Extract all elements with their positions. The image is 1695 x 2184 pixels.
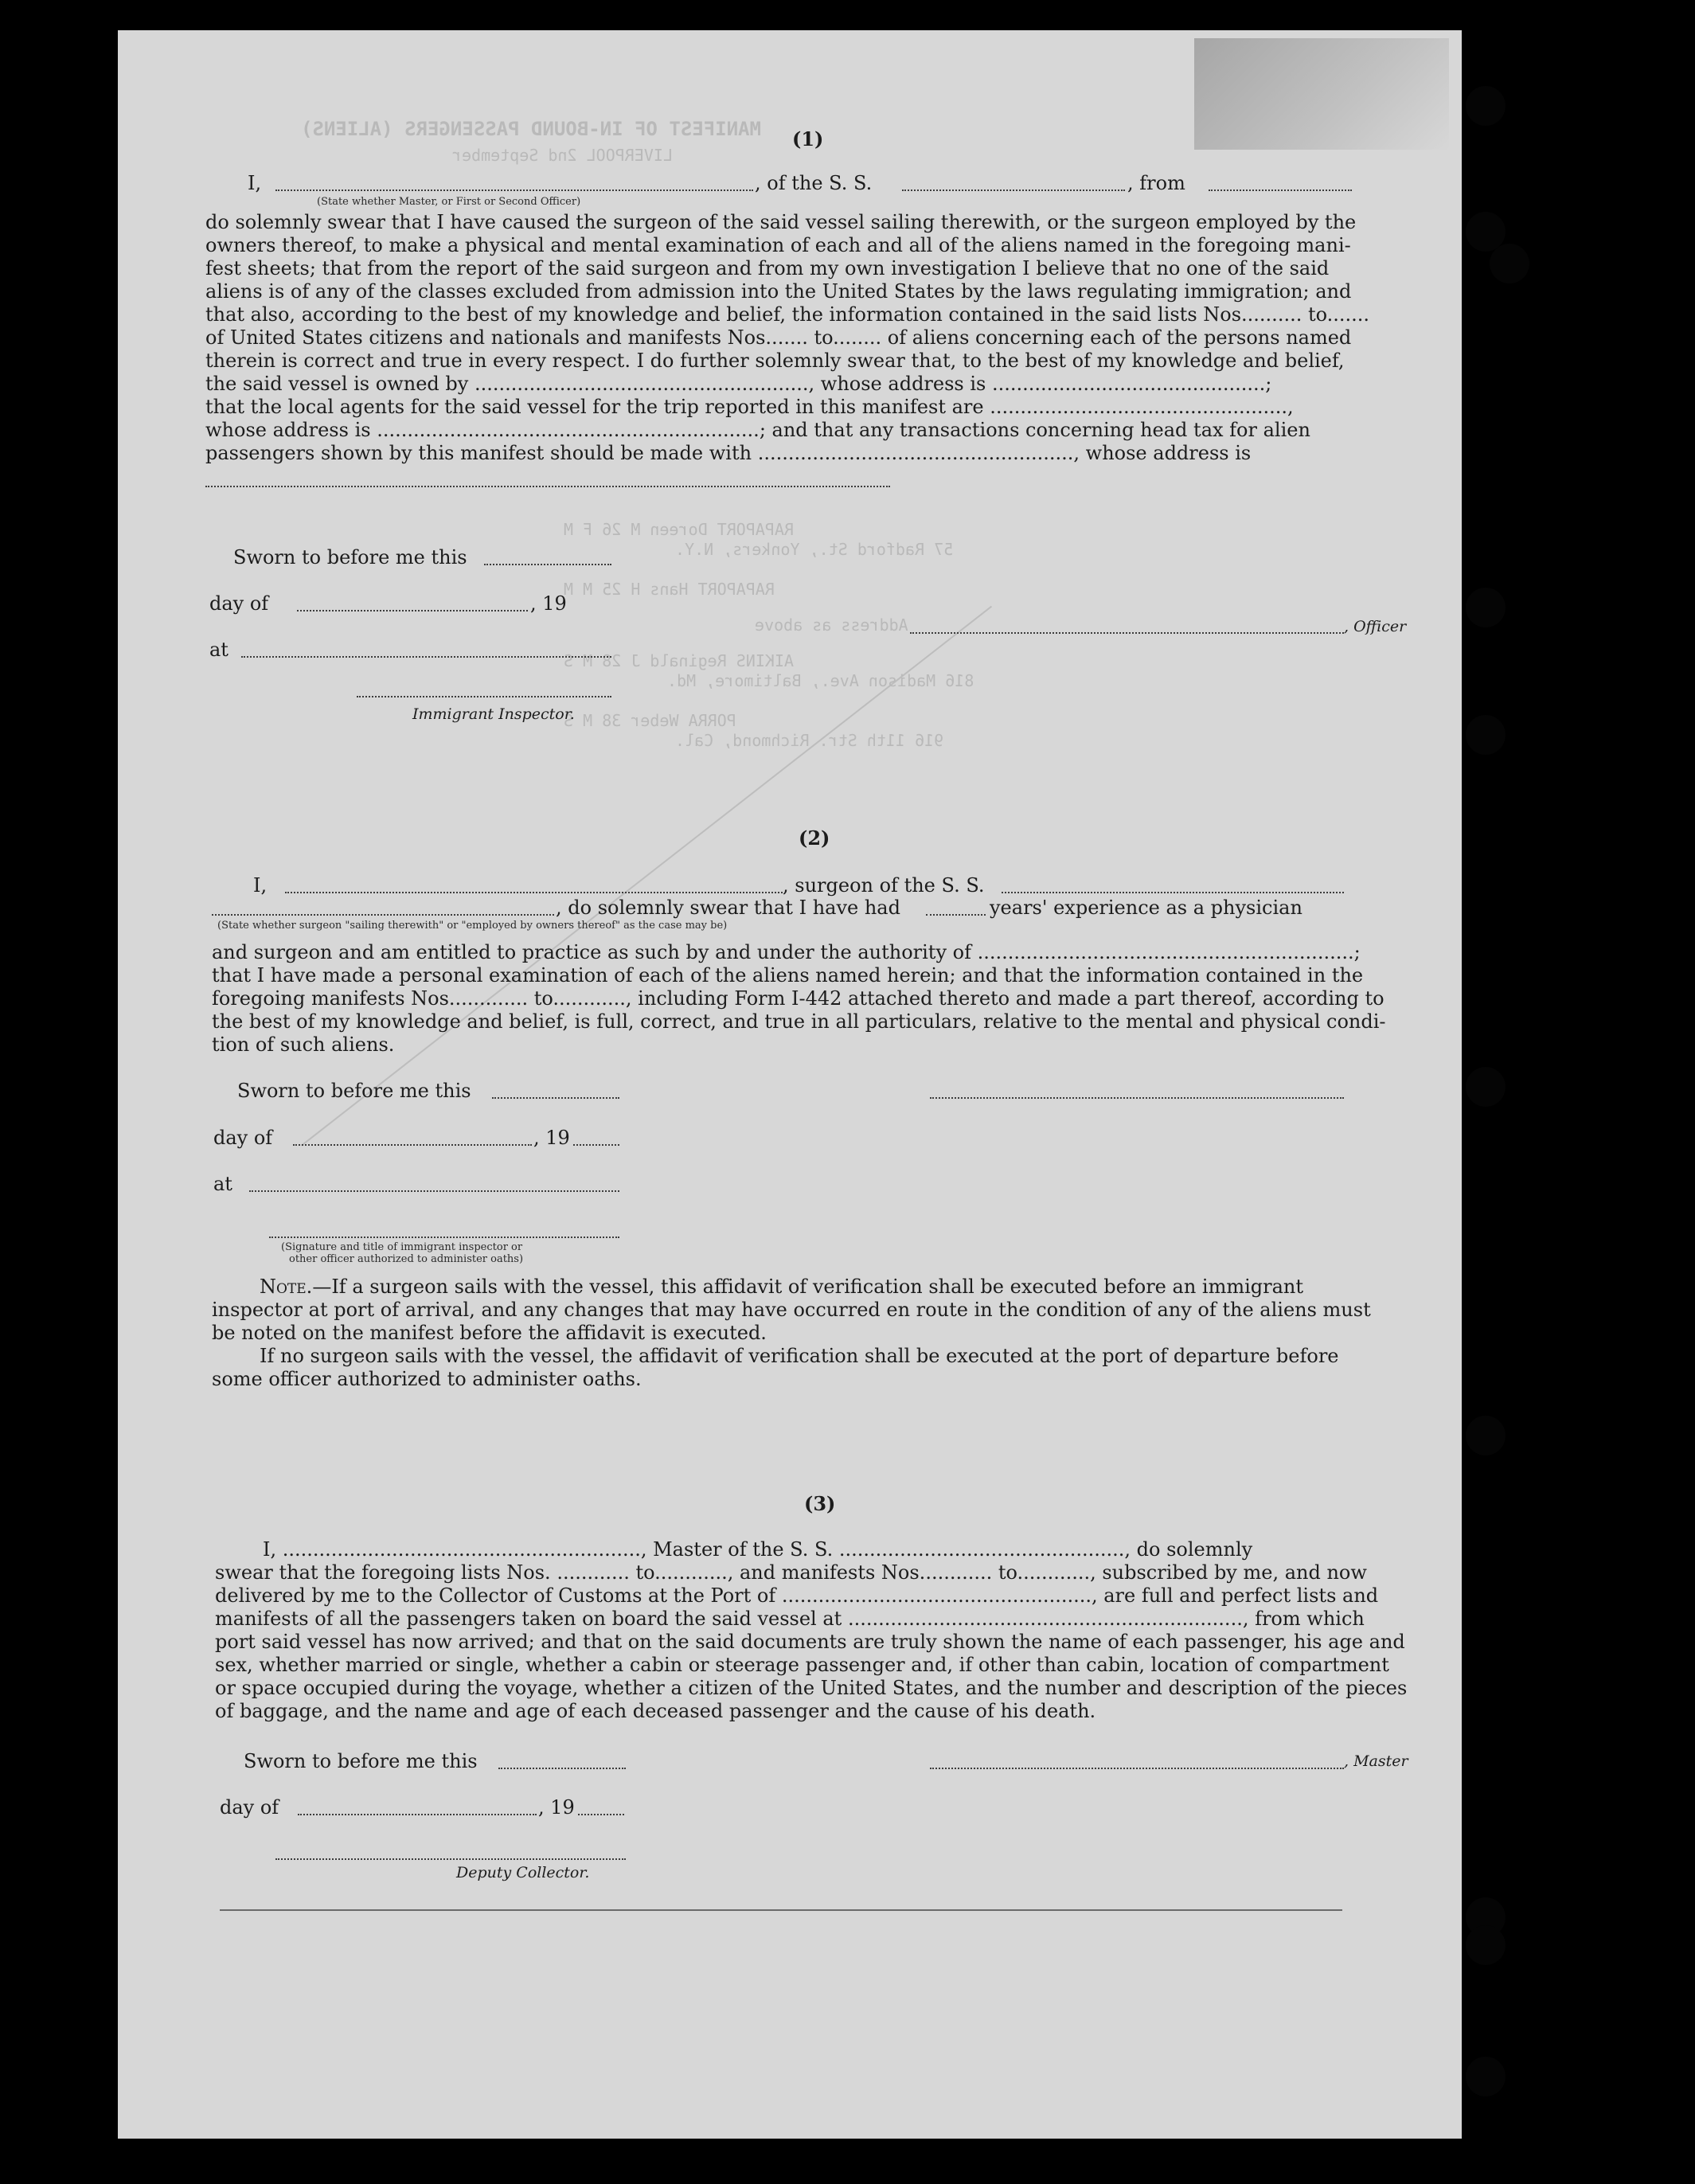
s1-caption: (State whether Master, or First or Second Officer) <box>317 196 581 208</box>
s1-officer-name-line <box>275 189 753 191</box>
s1-text-line: whose address is ...............................................................; and that any transactions concerning head tax for alien <box>205 419 1310 441</box>
bleed-row: 57 Radford St., Yonkers, N.Y. <box>675 540 954 559</box>
s3-text-line: of baggage, and the name and age of each deceased passenger and the cause of his death. <box>215 1700 1096 1722</box>
s3-deputy-line <box>275 1858 626 1860</box>
s2-sworn-label: Sworn to before me this <box>237 1080 471 1102</box>
punch-hole <box>1466 86 1506 126</box>
s2-text-line: and surgeon and am entitled to practice as such by and under the authority of ..............................................................; <box>212 941 1361 963</box>
s2-swear-label: , do solemnly swear that I have had <box>556 897 900 919</box>
s2-text-line: that I have made a personal examination of each of the aliens named herein; and that the information contained in the <box>212 964 1364 987</box>
s1-year-label: , 19 <box>530 592 567 615</box>
s1-inspector-line <box>357 696 611 697</box>
s3-master-signature-line <box>930 1768 1344 1769</box>
s3-text-line: manifests of all the passengers taken on board the said vessel at ................................................................., from which <box>215 1608 1365 1630</box>
s2-sworn-line <box>492 1097 619 1099</box>
punch-hole <box>1466 588 1506 627</box>
s1-text-line: of United States citizens and nationals and manifests Nos....... to........ of aliens concerning each of the persons named <box>205 326 1352 349</box>
bleed-title: MANIFEST OF IN-BOUND PASSENGERS (ALIENS) <box>301 118 761 140</box>
punch-hole <box>1466 1416 1506 1455</box>
punch-hole <box>1466 1925 1506 1965</box>
section-1-number: (1) <box>792 127 824 150</box>
s2-day-label: day of <box>213 1127 273 1149</box>
s2-note-line <box>260 1276 1303 1298</box>
s1-text-line: fest sheets; that from the report of the said surgeon and from my own investigation I believe that no one of the said <box>205 257 1330 279</box>
s1-officer-signature-line <box>910 632 1344 634</box>
s1-text-line: passengers shown by this manifest should be made with ...................................................., whose address is <box>205 442 1252 464</box>
punch-hole <box>1466 2057 1506 2096</box>
s1-from-label: , from <box>1127 172 1185 194</box>
s3-text-line: or space occupied during the voyage, whether a citizen of the United States, and the number and description of the pieces <box>215 1677 1408 1699</box>
s1-vessel-name-line <box>902 189 1125 191</box>
note-label: Note. <box>260 1276 313 1298</box>
s2-year-line <box>573 1144 619 1146</box>
punch-hole <box>1466 1067 1506 1107</box>
bleed-row: PORRA Weber 38 M S <box>564 711 736 730</box>
s3-year-label: , 19 <box>538 1796 575 1819</box>
s2-text-line: foregoing manifests Nos............. to............, including Form I-442 attached thereto and made a part thereof, according to <box>212 987 1385 1010</box>
s2-text-line: tion of such aliens. <box>212 1033 395 1056</box>
s3-deputy-label: Deputy Collector. <box>456 1864 590 1881</box>
s3-day-label: day of <box>220 1796 279 1819</box>
s3-text-line: sex, whether married or single, whether a cabin or steerage passenger and, if other than cabin, location of compartment <box>215 1654 1389 1676</box>
s2-signature-line <box>930 1097 1344 1099</box>
s2-sigcaption-line: other officer authorized to administer oaths) <box>289 1253 524 1265</box>
s1-sworn-label: Sworn to before me this <box>233 546 467 568</box>
s1-text-line: that also, according to the best of my knowledge and belief, the information contained in the said lists Nos.......... to....... <box>205 303 1370 326</box>
s1-agent-address-line <box>205 486 890 487</box>
punch-hole <box>1466 715 1506 755</box>
s1-inspector-label: Immigrant Inspector. <box>412 705 575 723</box>
s1-text-line: that the local agents for the said vessel for the trip reported in this manifest are ................................................., <box>205 396 1294 418</box>
s1-sworn-line <box>484 564 611 565</box>
bottom-rule <box>220 1909 1342 1911</box>
section-3-number: (3) <box>804 1492 836 1515</box>
bleed-row: 816 Madison Ave., Baltimore, Md. <box>667 671 974 690</box>
bleed-row: RAPAPORT Doreen M 26 F M <box>564 520 794 539</box>
s3-text-line: port said vessel has now arrived; and that on the said documents are truly shown the name of each passenger, his age and <box>215 1631 1405 1653</box>
section-2-number: (2) <box>799 826 830 850</box>
bleed-row: Address as above <box>755 615 908 635</box>
s2-vessel-line <box>1002 892 1344 893</box>
s2-years-line <box>926 914 986 916</box>
s1-text-line: therein is correct and true in every respect. I do further solemnly swear that, to the best of my knowledge and belief, <box>205 350 1345 372</box>
s3-master-label: , Master <box>1344 1752 1408 1770</box>
s2-text-line: the best of my knowledge and belief, is full, correct, and true in all particulars, relative to the mental and physical condi- <box>212 1010 1386 1033</box>
s1-at-line <box>241 656 611 658</box>
bleed-row: RAPAPORT Hans H 25 M M <box>564 580 775 599</box>
s1-from-line <box>1209 189 1352 191</box>
s1-day-line <box>297 610 528 611</box>
s2-sigcaption-line: (Signature and title of immigrant inspector or <box>281 1241 523 1253</box>
s2-day-line <box>293 1144 532 1146</box>
bleed-row: LIVERPOOL 2nd September <box>452 146 673 165</box>
s2-inspector-line <box>269 1237 619 1238</box>
note-text: —If a surgeon sails with the vessel, this affidavit of verification shall be executed before an immigrant <box>312 1276 1304 1298</box>
s2-at-label: at <box>213 1173 232 1195</box>
s2-vessel-label: , surgeon of the S. S. <box>783 874 985 897</box>
s3-sworn-line <box>498 1768 626 1769</box>
s1-i-label: I, <box>248 172 262 194</box>
s2-note-line: inspector at port of arrival, and any changes that may have occurred en route in the condition of any of the aliens must <box>212 1299 1371 1321</box>
s2-caption: (State whether surgeon "sailing therewith" or "employed by owners thereof" as the case may be) <box>217 920 728 932</box>
s3-day-line <box>298 1814 537 1815</box>
s1-text-line: aliens is of any of the classes excluded from admission into the United States by the laws regulating immigration; and <box>205 280 1352 303</box>
s1-day-label: day of <box>209 592 269 615</box>
s2-note-line: some officer authorized to administer oaths. <box>212 1368 642 1390</box>
s2-note-line: be noted on the manifest before the affidavit is executed. <box>212 1322 767 1344</box>
s1-vessel-label: , of the S. S. <box>755 172 873 194</box>
s2-years-label: years' experience as a physician <box>990 897 1302 919</box>
bleed-row: 916 11th Str. Richmond, Cal. <box>675 731 944 750</box>
s2-note-line: If no surgeon sails with the vessel, the affidavit of verification shall be executed at the port of departure before <box>260 1345 1339 1367</box>
punch-hole <box>1490 244 1529 283</box>
s2-i-label: I, <box>253 874 268 897</box>
s3-text-line: delivered by me to the Collector of Customs at the Port of ..................................................., are full and perfect lists and <box>215 1584 1379 1607</box>
s1-text-line: owners thereof, to make a physical and mental examination of each and all of the aliens named in the foregoing mani- <box>205 234 1351 256</box>
document-page <box>118 30 1462 2139</box>
s2-at-line <box>249 1190 619 1192</box>
s1-officer-label: , Officer <box>1344 618 1407 635</box>
s2-year-label: , 19 <box>533 1127 570 1149</box>
s1-text-line: do solemnly swear that I have caused the surgeon of the said vessel sailing therewith, or the surgeon employed by the <box>205 211 1357 233</box>
s2-surgeon-name-line <box>285 892 783 893</box>
bleed-row: AIKINS Reginald J 28 M S <box>564 651 794 670</box>
corner-stamp-smudge <box>1194 38 1449 150</box>
s3-year-line <box>578 1814 624 1815</box>
s2-status-line <box>212 914 554 916</box>
s3-sworn-label: Sworn to before me this <box>244 1750 478 1772</box>
s3-text-line: swear that the foregoing lists Nos. ............ to............, and manifests Nos............ to............, subscribed by me, and now <box>215 1561 1367 1584</box>
s1-at-label: at <box>209 639 228 661</box>
s3-text-line: I, ..........................................................., Master of the S. S. ..............................................., do solemnly <box>263 1538 1253 1561</box>
s1-text-line: the said vessel is owned by ......................................................., whose address is .............................................; <box>205 373 1272 395</box>
